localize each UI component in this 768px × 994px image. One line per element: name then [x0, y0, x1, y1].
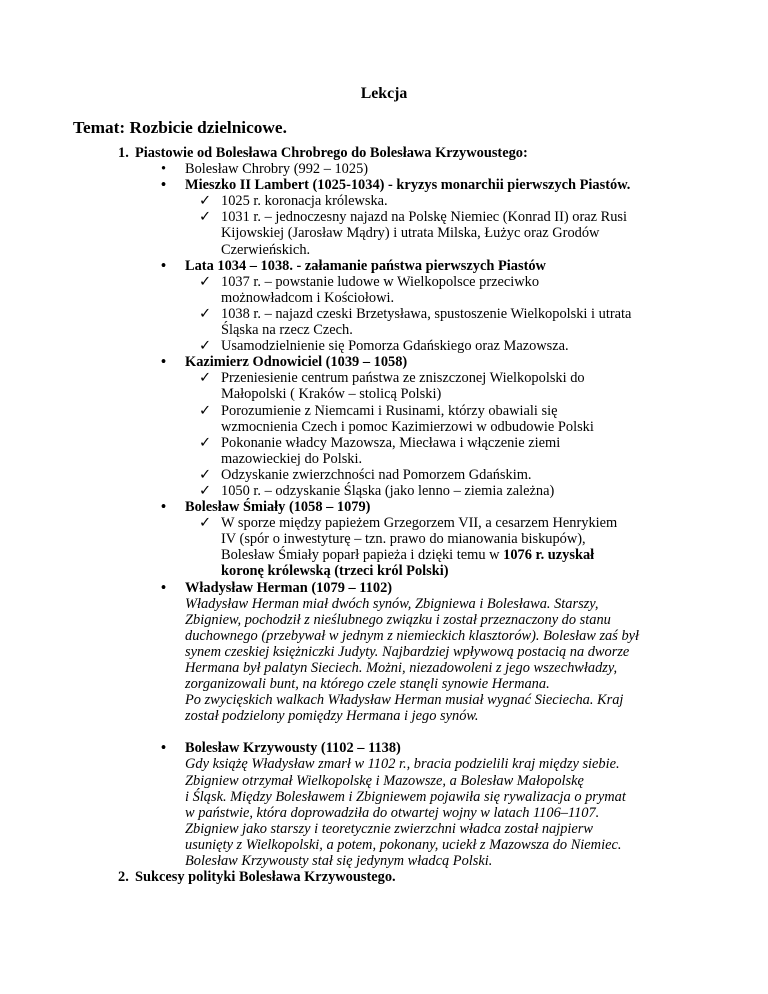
section-number: 1. — [118, 145, 129, 161]
sub-item — [0, 306, 768, 322]
list-item — [0, 740, 768, 756]
paragraph-line: Władysław Herman miał dwóch synów, Zbigniewa i Bolesława. Starszy, — [185, 595, 599, 612]
sub-item-text: 1031 r. – jednoczesny najazd na Polskę Niemiec (Konrad II) oraz Rusi — [221, 209, 628, 226]
sub-item-text: Usamodzielnienie się Pomorza Gdańskiego oraz Mazowsza. — [221, 338, 569, 355]
section-title: Piastowie od Bolesława Chrobrego do Bolesława Krzywoustego: — [135, 145, 528, 161]
paragraph-line: duchownego (przebywał w jednym z niemieckich klasztorów). Bolesław zaś był — [185, 627, 640, 644]
bullet-icon: • — [161, 740, 167, 757]
checkmark-icon: ✓ — [199, 515, 212, 532]
sub-item — [0, 435, 768, 451]
ruler-heading: Lata 1034 – 1038. - załamanie państwa pierwszych Piastów — [185, 257, 546, 274]
sub-item — [0, 338, 768, 354]
checkmark-icon: ✓ — [199, 402, 212, 419]
sub-item-text: Przeniesienie centrum państwa ze zniszczonej Wielkopolski do — [221, 370, 585, 387]
section-2-heading — [0, 869, 768, 885]
ruler-heading: Kazimierz Odnowiciel (1039 – 1058) — [185, 354, 408, 371]
bullet-icon: • — [161, 177, 167, 194]
sub-item-continuation: koronę królewską (trzeci król Polski) — [221, 563, 449, 580]
checkmark-icon: ✓ — [199, 482, 212, 499]
sub-item-continuation: Kijowskiej (Jarosław Mądry) i utrata Milska, Łużyc oraz Grodów — [221, 225, 600, 242]
sub-item-continuation: możnowładcom i Kościołowi. — [221, 289, 395, 306]
paragraph-line: w państwie, która doprowadziła do otwartej wojny w latach 1106–1107. — [185, 804, 600, 821]
emphasis-text: 1076 r. uzyskał — [503, 547, 595, 564]
ruler-heading: Bolesław Krzywousty (1102 – 1138) — [185, 740, 401, 757]
bullet-icon: • — [161, 257, 167, 274]
ruler-heading: Bolesław Chrobry (992 – 1025) — [185, 161, 369, 178]
bullet-icon: • — [161, 161, 167, 178]
page-title: Lekcja — [360, 85, 408, 102]
sub-item — [0, 193, 768, 209]
sub-item-continuation: IV (spór o inwestyturę – tzn. prawo do mianowania biskupów), — [221, 531, 586, 548]
sub-item — [0, 403, 768, 419]
sub-item — [0, 467, 768, 483]
sub-item-continuation: mazowieckiej do Polski. — [221, 450, 363, 467]
sub-item — [0, 515, 768, 531]
checkmark-icon: ✓ — [199, 370, 212, 387]
sub-item — [0, 209, 768, 225]
spacer — [0, 724, 768, 740]
paragraph-line: Zbigniew jako starszy i teoretycznie zwierzchni władca został najpierw — [185, 820, 593, 837]
sub-item-continuation: Śląska na rzecz Czech. — [221, 322, 353, 339]
sub-item — [0, 274, 768, 290]
paragraph-line: Bolesław Krzywousty stał się jedynym władcą Polski. — [185, 853, 493, 870]
sub-item-text: 1025 r. koronacja królewska. — [221, 193, 388, 210]
paragraph-line: Zbigniew, pochodził z nieślubnego związku i został przeznaczony do stanu — [185, 611, 611, 628]
checkmark-icon: ✓ — [199, 193, 212, 210]
paragraph-line: i Śląsk. Między Bolesławem i Zbigniewem pojawiła się rywalizacja o prymat — [185, 788, 626, 805]
ruler-heading: Władysław Herman (1079 – 1102) — [185, 579, 393, 596]
sub-item-continuation: wzmocnienia Czech i pomoc Kazimierzowi w odbudowie Polski — [221, 418, 594, 435]
sub-item-text: Pokonanie władcy Mazowsza, Miecława i włączenie ziemi — [221, 434, 561, 451]
section-1-heading — [0, 145, 768, 161]
sub-item-text: 1038 r. – najazd czeski Brzetysława, spustoszenie Wielkopolski i utrata — [221, 305, 632, 322]
sub-item-text: W sporze między papieżem Grzegorzem VII, a cesarzem Henrykiem — [221, 515, 618, 532]
section-number: 2. — [118, 869, 129, 886]
checkmark-icon: ✓ — [199, 338, 212, 355]
sub-item-continuation: Czerwieńskich. — [221, 241, 311, 258]
bullet-icon: • — [161, 579, 167, 596]
paragraph-line: Po zwycięskich walkach Władysław Herman musiał wygnać Sieciecha. Kraj — [185, 692, 624, 709]
checkmark-icon: ✓ — [199, 466, 212, 483]
bullet-icon: • — [161, 354, 167, 371]
section-title: Sukcesy polityki Bolesława Krzywoustego. — [135, 869, 396, 886]
lesson-topic: Temat: Rozbicie dzielnicowe. — [73, 118, 287, 137]
sub-item-text: 1037 r. – powstanie ludowe w Wielkopolsce przeciwko — [221, 273, 540, 290]
ruler-heading: Bolesław Śmiały (1058 – 1079) — [185, 499, 371, 516]
list-item — [0, 354, 768, 370]
list-item — [0, 580, 768, 596]
sub-item-text: Bolesław Śmiały poparł papieża i dzięki temu w — [221, 547, 504, 564]
sub-item-text: 1050 r. – odzyskanie Śląska (jako lenno – ziemia zależna) — [221, 482, 555, 499]
checkmark-icon: ✓ — [199, 305, 212, 322]
paragraph-line: Zbigniew otrzymał Wielkopolskę i Mazowsze, a Bolesław Małopolskę — [185, 772, 584, 789]
paragraph-line: usunięty z Wielkopolski, a potem, pokonany, uciekł z Mazowsza do Niemiec. — [185, 836, 622, 853]
bullet-icon: • — [161, 499, 167, 516]
list-item — [0, 258, 768, 274]
list-item — [0, 499, 768, 515]
sub-item-continuation: Małopolski ( Kraków – stolicą Polski) — [221, 386, 442, 403]
ruler-heading: Mieszko II Lambert (1025-1034) - kryzys monarchii pierwszych Piastów. — [185, 177, 631, 194]
checkmark-icon: ✓ — [199, 273, 212, 290]
paragraph-line: synem czeskiej księżniczki Judyty. Najbardziej wpływową postacią na dworze — [185, 643, 630, 660]
paragraph-line: Hermana był palatyn Sieciech. Możni, niezadowoleni z jego wszechwładzy, — [185, 660, 618, 676]
paragraph-line: zorganizowali bunt, na którego czele stanęli synowie Hermana. — [185, 676, 550, 693]
lesson-content — [0, 145, 768, 885]
sub-item-text: Porozumienie z Niemcami i Rusinami, którzy obawiali się — [221, 402, 558, 419]
list-item — [0, 177, 768, 193]
checkmark-icon: ✓ — [199, 434, 212, 451]
sub-item-text: Odzyskanie zwierzchności nad Pomorzem Gdańskim. — [221, 466, 532, 483]
paragraph-line: został podzielony pomiędzy Hermana i jego synów. — [185, 708, 479, 725]
sub-item — [0, 483, 768, 499]
list-item — [0, 161, 768, 177]
sub-item-continuation — [0, 547, 768, 563]
checkmark-icon: ✓ — [199, 209, 212, 226]
sub-item — [0, 370, 768, 386]
paragraph-line: Gdy książę Władysław zmarł w 1102 r., bracia podzielili kraj między siebie. — [185, 756, 620, 773]
